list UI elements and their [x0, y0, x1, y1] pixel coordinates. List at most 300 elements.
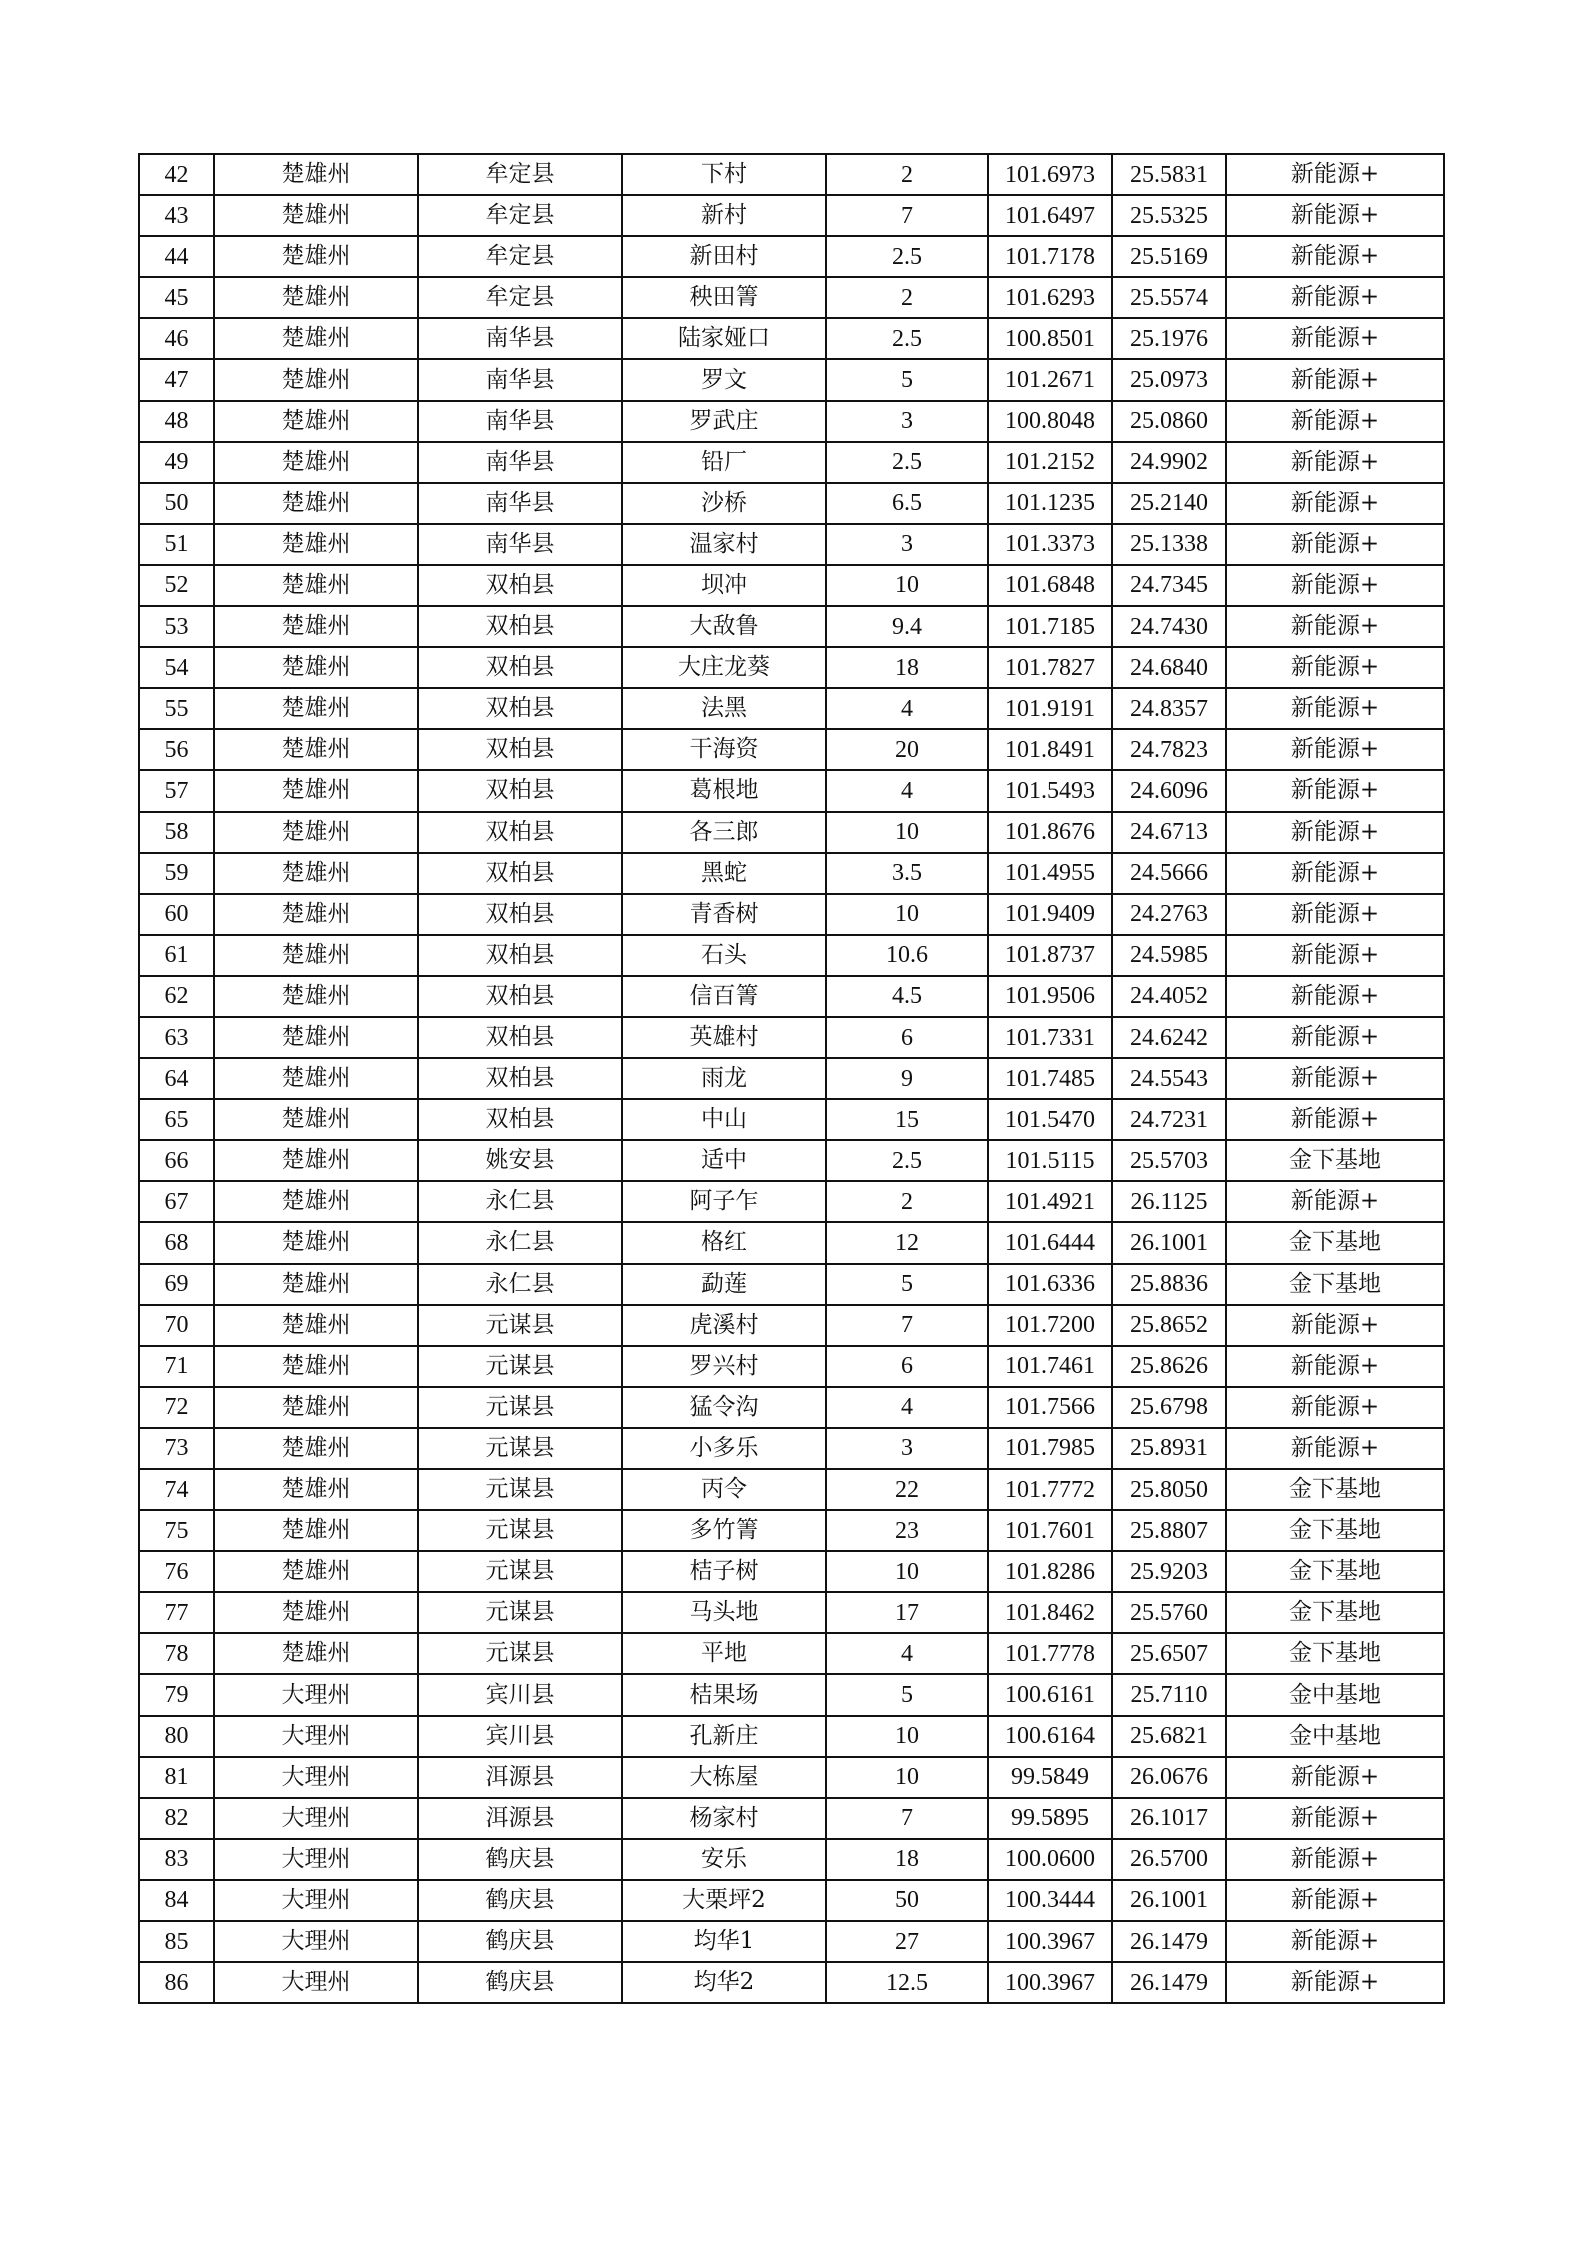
- latitude-cell: 25.8626: [1112, 1346, 1226, 1387]
- category-cell: 新能源+: [1226, 606, 1444, 647]
- site-name-cell: 均华2: [622, 1962, 826, 2003]
- prefecture-cell: 楚雄州: [214, 606, 418, 647]
- site-name-cell: 孔新庄: [622, 1716, 826, 1757]
- latitude-cell: 26.1017: [1112, 1798, 1226, 1839]
- category-cell: 新能源+: [1226, 195, 1444, 236]
- longitude-cell: 101.6973: [988, 154, 1112, 195]
- latitude-cell: 25.1338: [1112, 524, 1226, 565]
- latitude-cell: 25.8807: [1112, 1510, 1226, 1551]
- capacity-cell: 18: [826, 647, 988, 688]
- county-cell: 牟定县: [418, 195, 622, 236]
- longitude-cell: 101.4921: [988, 1181, 1112, 1222]
- site-name-cell: 干海资: [622, 729, 826, 770]
- longitude-cell: 101.6336: [988, 1264, 1112, 1305]
- table-row: [139, 1839, 1444, 1880]
- table-row: [139, 154, 1444, 195]
- capacity-cell: 2: [826, 277, 988, 318]
- longitude-cell: 101.9506: [988, 976, 1112, 1017]
- capacity-cell: 3: [826, 1428, 988, 1469]
- prefecture-cell: 楚雄州: [214, 318, 418, 359]
- longitude-cell: 101.2671: [988, 359, 1112, 400]
- row-index-cell: 85: [139, 1921, 214, 1962]
- site-name-cell: 大庄龙葵: [622, 647, 826, 688]
- category-cell: 新能源+: [1226, 442, 1444, 483]
- latitude-cell: 24.6096: [1112, 770, 1226, 811]
- row-index-cell: 83: [139, 1839, 214, 1880]
- row-index-cell: 71: [139, 1346, 214, 1387]
- capacity-cell: 10: [826, 1757, 988, 1798]
- site-name-cell: 法黑: [622, 688, 826, 729]
- longitude-cell: 100.3967: [988, 1921, 1112, 1962]
- row-index-cell: 47: [139, 359, 214, 400]
- latitude-cell: 24.5666: [1112, 853, 1226, 894]
- site-name-cell: 大栋屋: [622, 1757, 826, 1798]
- category-cell: 新能源+: [1226, 154, 1444, 195]
- row-index-cell: 79: [139, 1674, 214, 1715]
- category-cell: 金下基地: [1226, 1510, 1444, 1551]
- category-cell: 新能源+: [1226, 1428, 1444, 1469]
- county-cell: 元谋县: [418, 1428, 622, 1469]
- table-row: [139, 935, 1444, 976]
- site-name-cell: 桔果场: [622, 1674, 826, 1715]
- category-cell: 新能源+: [1226, 359, 1444, 400]
- category-cell: 金下基地: [1226, 1633, 1444, 1674]
- latitude-cell: 25.9203: [1112, 1551, 1226, 1592]
- table-row: [139, 1346, 1444, 1387]
- site-name-cell: 石头: [622, 935, 826, 976]
- row-index-cell: 76: [139, 1551, 214, 1592]
- county-cell: 元谋县: [418, 1592, 622, 1633]
- capacity-cell: 3: [826, 401, 988, 442]
- table-row: [139, 1222, 1444, 1263]
- category-cell: 新能源+: [1226, 729, 1444, 770]
- site-name-cell: 勐莲: [622, 1264, 826, 1305]
- row-index-cell: 57: [139, 770, 214, 811]
- county-cell: 鹤庆县: [418, 1880, 622, 1921]
- category-cell: 新能源+: [1226, 277, 1444, 318]
- table-row: [139, 1551, 1444, 1592]
- table-row: [139, 359, 1444, 400]
- latitude-cell: 24.7345: [1112, 565, 1226, 606]
- site-table: [138, 153, 1445, 2004]
- latitude-cell: 25.5760: [1112, 1592, 1226, 1633]
- table-row: [139, 277, 1444, 318]
- prefecture-cell: 楚雄州: [214, 1633, 418, 1674]
- table-row: [139, 442, 1444, 483]
- latitude-cell: 24.6840: [1112, 647, 1226, 688]
- prefecture-cell: 楚雄州: [214, 483, 418, 524]
- prefecture-cell: 楚雄州: [214, 524, 418, 565]
- row-index-cell: 42: [139, 154, 214, 195]
- capacity-cell: 3.5: [826, 853, 988, 894]
- row-index-cell: 58: [139, 812, 214, 853]
- row-index-cell: 63: [139, 1017, 214, 1058]
- capacity-cell: 10.6: [826, 935, 988, 976]
- category-cell: 金下基地: [1226, 1592, 1444, 1633]
- latitude-cell: 24.7231: [1112, 1099, 1226, 1140]
- capacity-cell: 15: [826, 1099, 988, 1140]
- county-cell: 南华县: [418, 359, 622, 400]
- prefecture-cell: 楚雄州: [214, 1551, 418, 1592]
- longitude-cell: 101.2152: [988, 442, 1112, 483]
- latitude-cell: 25.8836: [1112, 1264, 1226, 1305]
- longitude-cell: 101.8462: [988, 1592, 1112, 1633]
- longitude-cell: 101.5493: [988, 770, 1112, 811]
- table-row: [139, 318, 1444, 359]
- latitude-cell: 25.8931: [1112, 1428, 1226, 1469]
- capacity-cell: 17: [826, 1592, 988, 1633]
- table-row: [139, 1633, 1444, 1674]
- category-cell: 新能源+: [1226, 935, 1444, 976]
- capacity-cell: 10: [826, 565, 988, 606]
- category-cell: 新能源+: [1226, 853, 1444, 894]
- latitude-cell: 26.1479: [1112, 1921, 1226, 1962]
- capacity-cell: 5: [826, 1264, 988, 1305]
- row-index-cell: 52: [139, 565, 214, 606]
- table-row: [139, 1716, 1444, 1757]
- county-cell: 元谋县: [418, 1305, 622, 1346]
- latitude-cell: 25.0860: [1112, 401, 1226, 442]
- row-index-cell: 44: [139, 236, 214, 277]
- prefecture-cell: 楚雄州: [214, 1264, 418, 1305]
- latitude-cell: 25.6507: [1112, 1633, 1226, 1674]
- latitude-cell: 26.1125: [1112, 1181, 1226, 1222]
- site-name-cell: 马头地: [622, 1592, 826, 1633]
- table-row: [139, 401, 1444, 442]
- latitude-cell: 26.1001: [1112, 1880, 1226, 1921]
- row-index-cell: 60: [139, 894, 214, 935]
- county-cell: 宾川县: [418, 1716, 622, 1757]
- table-row: [139, 1469, 1444, 1510]
- site-name-cell: 秧田箐: [622, 277, 826, 318]
- site-name-cell: 坝冲: [622, 565, 826, 606]
- row-index-cell: 69: [139, 1264, 214, 1305]
- category-cell: 金下基地: [1226, 1264, 1444, 1305]
- category-cell: 新能源+: [1226, 1880, 1444, 1921]
- capacity-cell: 10: [826, 1551, 988, 1592]
- longitude-cell: 100.6164: [988, 1716, 1112, 1757]
- longitude-cell: 101.7485: [988, 1058, 1112, 1099]
- row-index-cell: 80: [139, 1716, 214, 1757]
- prefecture-cell: 楚雄州: [214, 1099, 418, 1140]
- capacity-cell: 5: [826, 1674, 988, 1715]
- capacity-cell: 10: [826, 812, 988, 853]
- table-row: [139, 812, 1444, 853]
- county-cell: 双柏县: [418, 894, 622, 935]
- table-row: [139, 195, 1444, 236]
- table-row: [139, 853, 1444, 894]
- county-cell: 元谋县: [418, 1633, 622, 1674]
- site-name-cell: 罗文: [622, 359, 826, 400]
- row-index-cell: 48: [139, 401, 214, 442]
- prefecture-cell: 楚雄州: [214, 1017, 418, 1058]
- category-cell: 新能源+: [1226, 1346, 1444, 1387]
- prefecture-cell: 大理州: [214, 1921, 418, 1962]
- longitude-cell: 101.6293: [988, 277, 1112, 318]
- prefecture-cell: 楚雄州: [214, 1346, 418, 1387]
- row-index-cell: 77: [139, 1592, 214, 1633]
- capacity-cell: 4: [826, 1387, 988, 1428]
- table-row: [139, 565, 1444, 606]
- longitude-cell: 101.7985: [988, 1428, 1112, 1469]
- site-name-cell: 均华1: [622, 1921, 826, 1962]
- latitude-cell: 25.5831: [1112, 154, 1226, 195]
- latitude-cell: 25.8050: [1112, 1469, 1226, 1510]
- county-cell: 鹤庆县: [418, 1962, 622, 2003]
- county-cell: 双柏县: [418, 935, 622, 976]
- prefecture-cell: 楚雄州: [214, 565, 418, 606]
- capacity-cell: 50: [826, 1880, 988, 1921]
- longitude-cell: 101.7185: [988, 606, 1112, 647]
- capacity-cell: 12.5: [826, 1962, 988, 2003]
- category-cell: 金中基地: [1226, 1674, 1444, 1715]
- latitude-cell: 24.5543: [1112, 1058, 1226, 1099]
- county-cell: 牟定县: [418, 154, 622, 195]
- longitude-cell: 99.5849: [988, 1757, 1112, 1798]
- site-name-cell: 格红: [622, 1222, 826, 1263]
- row-index-cell: 62: [139, 976, 214, 1017]
- row-index-cell: 50: [139, 483, 214, 524]
- row-index-cell: 55: [139, 688, 214, 729]
- capacity-cell: 4: [826, 1633, 988, 1674]
- capacity-cell: 9.4: [826, 606, 988, 647]
- category-cell: 新能源+: [1226, 1099, 1444, 1140]
- row-index-cell: 46: [139, 318, 214, 359]
- row-index-cell: 49: [139, 442, 214, 483]
- capacity-cell: 7: [826, 1798, 988, 1839]
- site-name-cell: 桔子树: [622, 1551, 826, 1592]
- county-cell: 双柏县: [418, 688, 622, 729]
- table-row: [139, 1305, 1444, 1346]
- row-index-cell: 78: [139, 1633, 214, 1674]
- site-table-body: [139, 154, 1444, 2003]
- capacity-cell: 2.5: [826, 236, 988, 277]
- longitude-cell: 100.0600: [988, 1839, 1112, 1880]
- prefecture-cell: 大理州: [214, 1839, 418, 1880]
- capacity-cell: 6.5: [826, 483, 988, 524]
- capacity-cell: 2.5: [826, 1140, 988, 1181]
- latitude-cell: 25.6821: [1112, 1716, 1226, 1757]
- county-cell: 双柏县: [418, 853, 622, 894]
- table-row: [139, 1962, 1444, 2003]
- latitude-cell: 24.2763: [1112, 894, 1226, 935]
- capacity-cell: 7: [826, 195, 988, 236]
- category-cell: 新能源+: [1226, 318, 1444, 359]
- longitude-cell: 101.8737: [988, 935, 1112, 976]
- prefecture-cell: 大理州: [214, 1757, 418, 1798]
- site-name-cell: 新村: [622, 195, 826, 236]
- site-name-cell: 大敌鲁: [622, 606, 826, 647]
- county-cell: 元谋县: [418, 1387, 622, 1428]
- table-row: [139, 1099, 1444, 1140]
- site-name-cell: 温家村: [622, 524, 826, 565]
- county-cell: 牟定县: [418, 277, 622, 318]
- row-index-cell: 56: [139, 729, 214, 770]
- row-index-cell: 51: [139, 524, 214, 565]
- table-row: [139, 1674, 1444, 1715]
- row-index-cell: 67: [139, 1181, 214, 1222]
- longitude-cell: 100.6161: [988, 1674, 1112, 1715]
- category-cell: 新能源+: [1226, 1058, 1444, 1099]
- longitude-cell: 101.8491: [988, 729, 1112, 770]
- table-row: [139, 1880, 1444, 1921]
- row-index-cell: 75: [139, 1510, 214, 1551]
- row-index-cell: 73: [139, 1428, 214, 1469]
- county-cell: 双柏县: [418, 770, 622, 811]
- capacity-cell: 9: [826, 1058, 988, 1099]
- table-row: [139, 1592, 1444, 1633]
- category-cell: 新能源+: [1226, 1181, 1444, 1222]
- site-name-cell: 罗武庄: [622, 401, 826, 442]
- site-name-cell: 阿子乍: [622, 1181, 826, 1222]
- capacity-cell: 6: [826, 1017, 988, 1058]
- latitude-cell: 26.0676: [1112, 1757, 1226, 1798]
- table-row: [139, 1387, 1444, 1428]
- longitude-cell: 101.8676: [988, 812, 1112, 853]
- prefecture-cell: 楚雄州: [214, 1058, 418, 1099]
- site-name-cell: 陆家娅口: [622, 318, 826, 359]
- table-row: [139, 483, 1444, 524]
- site-name-cell: 丙令: [622, 1469, 826, 1510]
- site-name-cell: 信百箐: [622, 976, 826, 1017]
- county-cell: 永仁县: [418, 1264, 622, 1305]
- longitude-cell: 101.1235: [988, 483, 1112, 524]
- category-cell: 新能源+: [1226, 1305, 1444, 1346]
- latitude-cell: 25.6798: [1112, 1387, 1226, 1428]
- longitude-cell: 100.3967: [988, 1962, 1112, 2003]
- table-row: [139, 1181, 1444, 1222]
- prefecture-cell: 楚雄州: [214, 688, 418, 729]
- site-name-cell: 青香树: [622, 894, 826, 935]
- longitude-cell: 101.7601: [988, 1510, 1112, 1551]
- table-row: [139, 770, 1444, 811]
- longitude-cell: 101.7778: [988, 1633, 1112, 1674]
- site-name-cell: 中山: [622, 1099, 826, 1140]
- latitude-cell: 25.7110: [1112, 1674, 1226, 1715]
- table-row: [139, 976, 1444, 1017]
- longitude-cell: 100.8501: [988, 318, 1112, 359]
- capacity-cell: 10: [826, 1716, 988, 1757]
- longitude-cell: 101.7331: [988, 1017, 1112, 1058]
- capacity-cell: 3: [826, 524, 988, 565]
- capacity-cell: 7: [826, 1305, 988, 1346]
- table-row: [139, 1510, 1444, 1551]
- site-name-cell: 罗兴村: [622, 1346, 826, 1387]
- prefecture-cell: 楚雄州: [214, 359, 418, 400]
- county-cell: 南华县: [418, 483, 622, 524]
- capacity-cell: 10: [826, 894, 988, 935]
- category-cell: 新能源+: [1226, 483, 1444, 524]
- table-row: [139, 1017, 1444, 1058]
- capacity-cell: 20: [826, 729, 988, 770]
- site-name-cell: 黑蛇: [622, 853, 826, 894]
- site-name-cell: 猛令沟: [622, 1387, 826, 1428]
- county-cell: 永仁县: [418, 1181, 622, 1222]
- prefecture-cell: 楚雄州: [214, 1387, 418, 1428]
- site-name-cell: 沙桥: [622, 483, 826, 524]
- county-cell: 元谋县: [418, 1510, 622, 1551]
- prefecture-cell: 大理州: [214, 1798, 418, 1839]
- site-name-cell: 雨龙: [622, 1058, 826, 1099]
- category-cell: 金下基地: [1226, 1140, 1444, 1181]
- longitude-cell: 101.6848: [988, 565, 1112, 606]
- county-cell: 元谋县: [418, 1346, 622, 1387]
- prefecture-cell: 大理州: [214, 1674, 418, 1715]
- latitude-cell: 25.1976: [1112, 318, 1226, 359]
- latitude-cell: 25.8652: [1112, 1305, 1226, 1346]
- prefecture-cell: 楚雄州: [214, 853, 418, 894]
- row-index-cell: 86: [139, 1962, 214, 2003]
- category-cell: 新能源+: [1226, 770, 1444, 811]
- category-cell: 新能源+: [1226, 401, 1444, 442]
- category-cell: 新能源+: [1226, 688, 1444, 729]
- row-index-cell: 84: [139, 1880, 214, 1921]
- site-name-cell: 平地: [622, 1633, 826, 1674]
- latitude-cell: 25.5574: [1112, 277, 1226, 318]
- latitude-cell: 24.5985: [1112, 935, 1226, 976]
- table-row: [139, 1428, 1444, 1469]
- row-index-cell: 66: [139, 1140, 214, 1181]
- category-cell: 金下基地: [1226, 1551, 1444, 1592]
- category-cell: 新能源+: [1226, 1962, 1444, 2003]
- category-cell: 新能源+: [1226, 894, 1444, 935]
- category-cell: 新能源+: [1226, 1798, 1444, 1839]
- table-row: [139, 606, 1444, 647]
- site-name-cell: 小多乐: [622, 1428, 826, 1469]
- row-index-cell: 43: [139, 195, 214, 236]
- longitude-cell: 101.7200: [988, 1305, 1112, 1346]
- county-cell: 南华县: [418, 524, 622, 565]
- county-cell: 南华县: [418, 442, 622, 483]
- longitude-cell: 101.4955: [988, 853, 1112, 894]
- capacity-cell: 2.5: [826, 442, 988, 483]
- longitude-cell: 101.9409: [988, 894, 1112, 935]
- category-cell: 金下基地: [1226, 1222, 1444, 1263]
- row-index-cell: 59: [139, 853, 214, 894]
- site-name-cell: 虎溪村: [622, 1305, 826, 1346]
- capacity-cell: 2.5: [826, 318, 988, 359]
- category-cell: 新能源+: [1226, 1757, 1444, 1798]
- county-cell: 南华县: [418, 318, 622, 359]
- county-cell: 双柏县: [418, 565, 622, 606]
- latitude-cell: 25.5169: [1112, 236, 1226, 277]
- capacity-cell: 23: [826, 1510, 988, 1551]
- site-name-cell: 安乐: [622, 1839, 826, 1880]
- site-name-cell: 下村: [622, 154, 826, 195]
- county-cell: 永仁县: [418, 1222, 622, 1263]
- row-index-cell: 45: [139, 277, 214, 318]
- table-row: [139, 1058, 1444, 1099]
- prefecture-cell: 楚雄州: [214, 935, 418, 976]
- latitude-cell: 24.4052: [1112, 976, 1226, 1017]
- category-cell: 新能源+: [1226, 812, 1444, 853]
- prefecture-cell: 大理州: [214, 1880, 418, 1921]
- county-cell: 双柏县: [418, 647, 622, 688]
- category-cell: 金中基地: [1226, 1716, 1444, 1757]
- capacity-cell: 4: [826, 688, 988, 729]
- longitude-cell: 101.6497: [988, 195, 1112, 236]
- capacity-cell: 5: [826, 359, 988, 400]
- row-index-cell: 65: [139, 1099, 214, 1140]
- row-index-cell: 61: [139, 935, 214, 976]
- prefecture-cell: 楚雄州: [214, 277, 418, 318]
- row-index-cell: 81: [139, 1757, 214, 1798]
- site-name-cell: 各三郎: [622, 812, 826, 853]
- longitude-cell: 101.7827: [988, 647, 1112, 688]
- row-index-cell: 74: [139, 1469, 214, 1510]
- prefecture-cell: 楚雄州: [214, 1592, 418, 1633]
- capacity-cell: 18: [826, 1839, 988, 1880]
